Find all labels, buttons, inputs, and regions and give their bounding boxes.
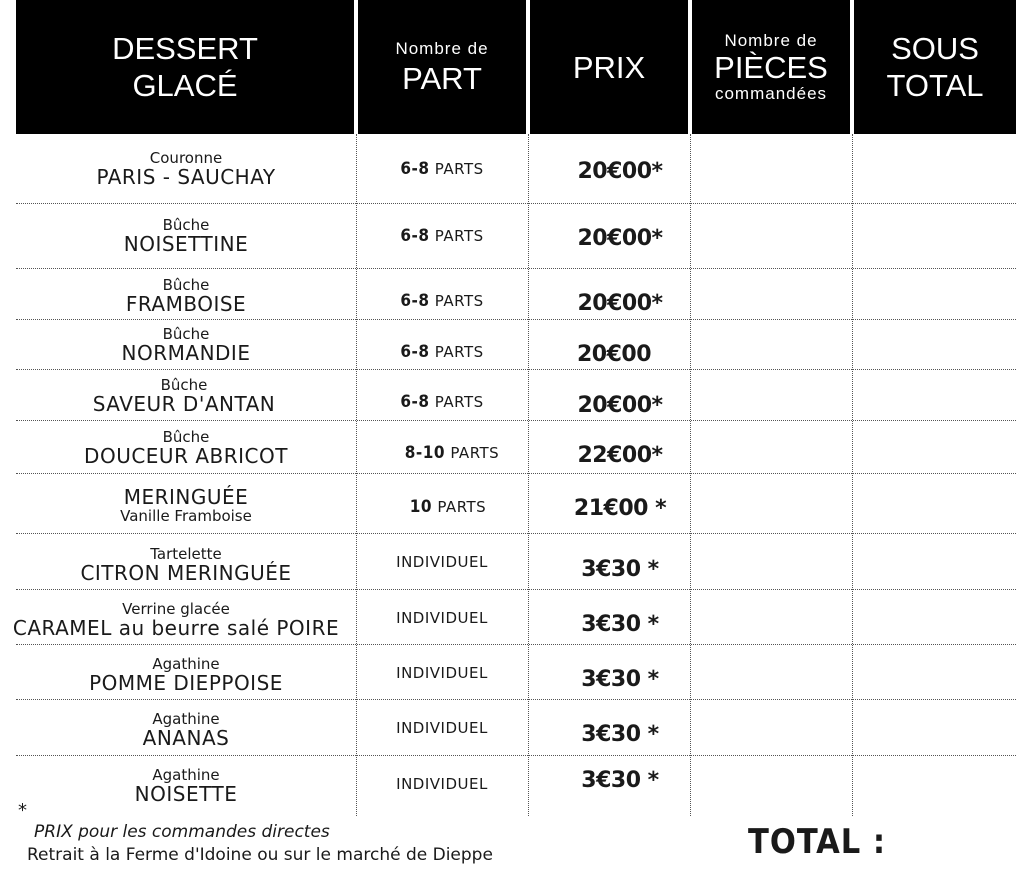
dessert-cell: [0, 321, 372, 369]
dessert-cell: [0, 203, 372, 268]
parts-number: 6-8: [400, 158, 430, 179]
parts-cell: [356, 203, 528, 268]
header-dessert: [16, 0, 354, 134]
parts-cell: [356, 327, 528, 377]
dessert-prefix: Bûche: [162, 428, 210, 446]
parts-number: 6-8: [400, 392, 430, 412]
parts-label: PARTS: [437, 498, 487, 516]
dessert-name: ANANAS: [142, 726, 230, 750]
header-prix-label: PRIX: [572, 49, 646, 85]
parts-label: INDIVIDUEL: [396, 553, 488, 571]
price-cell: 20€00*: [577, 158, 663, 184]
parts-cell: [356, 706, 528, 750]
total-label: TOTAL :: [748, 822, 887, 862]
header-pieces-small: Nombre de: [724, 31, 818, 50]
row-divider: [16, 268, 1016, 269]
parts-cell: [356, 762, 528, 806]
header-part-small: Nombre de: [395, 38, 489, 58]
dessert-prefix: Bûche: [160, 376, 208, 394]
parts-label: PARTS: [434, 292, 484, 310]
header-pieces-big: PIÈCES: [714, 50, 828, 85]
dessert-cell: [0, 134, 372, 203]
dessert-cell: [0, 703, 372, 757]
column-divider: [852, 134, 853, 816]
dessert-prefix: Couronne: [149, 148, 223, 167]
dessert-name: SAVEUR D'ANTAN: [92, 392, 276, 416]
dessert-cell: [0, 592, 352, 648]
dessert-prefix: Bûche: [162, 276, 210, 294]
dessert-cell: [0, 477, 372, 533]
price-cell: 20€00*: [577, 290, 663, 316]
parts-cell: [356, 540, 528, 584]
price-cell: 22€00*: [577, 442, 663, 468]
dessert-prefix: Agathine: [152, 710, 220, 728]
dessert-cell: [0, 372, 368, 420]
price-cell: 3€30 *: [581, 611, 659, 637]
dessert-name: NORMANDIE: [121, 341, 251, 365]
dessert-name: CARAMEL au beurre salé POIRE: [12, 616, 340, 640]
header-pieces-tiny: commandées: [714, 84, 828, 103]
dessert-cell: [0, 538, 372, 592]
dessert-name: POMME DIEPPOISE: [89, 671, 283, 695]
dessert-prefix: Agathine: [152, 766, 220, 784]
parts-cell: [356, 134, 528, 203]
parts-label: PARTS: [434, 226, 484, 245]
footer-star: *: [18, 800, 27, 821]
parts-label: INDIVIDUEL: [396, 609, 488, 627]
parts-label: PARTS: [434, 393, 484, 411]
dessert-prefix: Agathine: [152, 655, 220, 673]
header-dessert-line1: DESSERT: [112, 31, 258, 66]
parts-number: 6-8: [400, 342, 430, 362]
parts-number: 6-8: [400, 225, 430, 246]
header-sous-total-line1: SOUS: [891, 31, 979, 66]
parts-number: 10: [409, 497, 433, 517]
header-sous-total: [854, 0, 1016, 134]
dessert-prefix: Tartelette: [150, 545, 222, 563]
header-part-big: PART: [402, 60, 482, 96]
price-cell: 3€30 *: [581, 556, 659, 582]
dessert-cell: [0, 423, 372, 473]
parts-label: INDIVIDUEL: [396, 719, 488, 737]
dessert-suffix: Vanille Framboise: [120, 507, 252, 525]
header-sous-total-line2: TOTAL: [886, 68, 984, 103]
dessert-prefix: Bûche: [162, 325, 210, 343]
header-pieces: [692, 0, 850, 134]
parts-cell: [356, 651, 528, 695]
parts-label: PARTS: [434, 159, 484, 178]
dessert-prefix: Bûche: [162, 215, 210, 234]
footer-note-retrait: Retrait à la Ferme d'Idoine ou sur le marché de Dieppe: [27, 845, 493, 865]
footer-note-prix: PRIX pour les commandes directes: [34, 822, 330, 842]
dessert-name: CITRON MERINGUÉE: [80, 561, 292, 585]
parts-label: PARTS: [450, 444, 500, 462]
parts-cell: [362, 480, 534, 534]
parts-label: INDIVIDUEL: [396, 775, 488, 793]
dessert-cell: [0, 648, 372, 702]
dessert-prefix: Verrine glacée: [122, 600, 230, 618]
header-dessert-line2: GLACÉ: [132, 68, 238, 103]
dessert-cell: [0, 271, 372, 321]
parts-cell: [356, 377, 528, 427]
dessert-name: MERINGUÉE: [123, 485, 249, 509]
dessert-name: FRAMBOISE: [125, 292, 247, 316]
parts-cell: [366, 428, 538, 478]
parts-label: INDIVIDUEL: [396, 664, 488, 682]
parts-label: PARTS: [434, 343, 484, 361]
dessert-name: PARIS - SAUCHAY: [96, 164, 276, 189]
parts-cell: [356, 596, 528, 640]
price-cell: 20€00*: [577, 225, 663, 251]
parts-number: 6-8: [400, 291, 430, 311]
parts-number: 8-10: [404, 443, 446, 463]
dessert-name: DOUCEUR ABRICOT: [84, 444, 288, 468]
price-cell: 3€30 *: [581, 721, 659, 747]
dessert-name: NOISETTE: [134, 782, 238, 806]
header-part: [358, 0, 526, 134]
header-prix: [530, 0, 688, 134]
price-cell: 20€00: [576, 341, 652, 367]
parts-cell: [356, 276, 528, 326]
dessert-cell: [0, 759, 372, 813]
price-cell: 21€00 *: [573, 495, 667, 521]
dessert-name: NOISETTINE: [123, 231, 249, 256]
price-cell: 3€30 *: [581, 767, 659, 793]
price-cell: 3€30 *: [581, 666, 659, 692]
price-cell: 20€00*: [577, 392, 663, 418]
